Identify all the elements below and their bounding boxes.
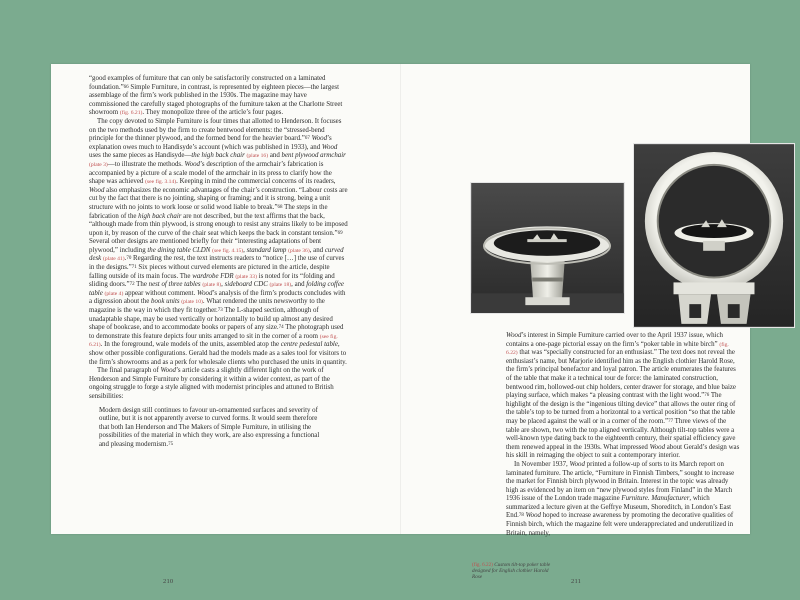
italic-run: Wood — [321, 143, 338, 151]
poker-table-vertical-image — [634, 144, 794, 327]
footnote-marker: 68 — [277, 204, 283, 210]
italic-run: wardrobe FDR — [192, 272, 234, 280]
cross-reference: (fig. 6.22) — [506, 341, 729, 357]
italic-run: Wood — [89, 186, 105, 194]
footnote-marker: 67 — [304, 136, 310, 142]
book-spread — [51, 64, 750, 585]
footnote-marker: 73 — [217, 308, 223, 314]
italic-run: Furniture. Manufacturer — [621, 495, 690, 503]
left-page-text — [89, 75, 348, 450]
italic-run: curved desk — [89, 246, 344, 263]
italic-run: standard lamp — [246, 246, 287, 254]
italic-run: bent plywood armchair — [281, 152, 346, 160]
cross-reference: (plate 4) — [104, 290, 124, 297]
footnote-marker: 66 — [123, 84, 129, 90]
right-paragraph-2: In November 1937, Wood printed a follow-up of sorts to its March report on laminated furniture. The article, “Furniture in Finnish Timbers,” sought to increase the market for Finnish birch plywood in Britain. Interest in the topic was already high as evidenced by an item on “new plywood styles from Finland” in the March 1936 issue of the London trade magazine Furniture. Manufacturer, which summarized a lecture given at the Geffrye Museum, Shoreditch, in London’s East End.$^{78}$ Wood hoped to increase awareness by promoting the decorative qualities of Finnish birch, which the magazine felt were underappreciated and underutilized in Britain, namely, — [506, 460, 735, 537]
italic-run: Wood — [196, 289, 213, 297]
italic-run: book units — [151, 298, 180, 306]
footnote-marker: 75 — [168, 441, 174, 447]
italic-run: Wood — [184, 160, 200, 168]
italic-run: folding coffee table — [89, 281, 344, 297]
italic-run: Wood — [649, 443, 666, 451]
cross-reference: (see fig. 6.21) — [89, 333, 338, 349]
cross-reference: (plate 41) — [102, 256, 125, 263]
left-paragraph-3: The final paragraph of Wood’s article casts a slightly different light on the work of Henderson and Simple Furniture by considering it within a wider context, as part of the ongoing struggle to forge a style aligned with modernist principles and attuned to British sensibilities: — [89, 367, 334, 400]
footnote-marker: 74 — [278, 325, 284, 331]
figure-caption: (fig. 6.22) Custom tilt-top poker table designed for English clothier Harold Rose — [472, 562, 551, 581]
footnote-marker: 70 — [126, 256, 132, 262]
left-paragraph-1: “good examples of furniture that can only be satisfactorily constructed on a laminated foundation.”$^{66}$ Simple Furniture, in contrast, is represented by eighteen pieces—the largest assemblage of the firm’s work published in the 1930s. The magazine may have commissioned the carefully staged photographs of the furniture taken at the Charlotte Street showroom (fig. 6.21). They monopolize three of the article’s four pages. — [89, 75, 343, 117]
cross-reference: (see fig. 4.15) — [212, 247, 244, 254]
cross-reference: (plate 16) — [246, 153, 269, 160]
left-paragraph-2: The copy devoted to Simple Furniture is four times that allotted to Henderson. It focuses on the two methods used by the firm to create bentwood elements: the “stressed-bend principle for the thinner plywood, and the formed bend for the heavier board.”$^{67}$ Wood’s explanation owes much to Handisyde’s account (which was published in 1933), and Wood uses the same pieces as Handisyde—the high back chair (plate 16) and bent plywood armchair (plate 3)—to illustrate the methods. Wood’s description of the armchair’s fabrication is accompanied by a picture of a scale model of the armchair in its press to clarify how the shape was achieved (see fig. 3.14). Keeping in mind the commercial concerns of its readers, Wood also emphasizes the economic advantages of the chair’s construction. “Labour costs are cut by the fact that there is no jointing, shaping or framing; and it is strong, being a unit structure with no joints to work loose or solid wood liable to break.”$^{68}$ The steps in the fabrication of the high back chair are not described, but the text affirms that the back, “although made from thin plywood, is strong enough to resist any strains likely to be imposed upon it, by reason of the curve of the chair seat which keeps the back in constant tension.”$^{69}$ Several other designs are mentioned briefly for their “interesting adaptations of bent plywood,” including the dining table CLDN (see fig. 4.15), standard lamp (plate 36), and curved desk (plate 41).$^{70}$ Regarding the rest, the text instructs readers to “notice […] the use of curves in the designs.”$^{71}$ Six pieces without curved elements are pictured in the article, despite falling outside of its main focus. The wardrobe FDR (plate 33) is noted for its “folding and sliding doors.”$^{72}$ The nest of three tables (plate 8), sideboard CDC (plate 18), and folding coffee table (plate 4) appear without comment. Wood’s analysis of the firm’s products concludes with a digression about the book units (plate 10). What rendered the units newsworthy to the magazine is the way in which they fit together.$^{73}$ The L-shaped section, although of unadaptable shape, may be used vertically or horizontally to build up almost any desired shape of bookcase, and to accommodate books or papers of any size.$^{74}$ The photograph used to demonstrate this feature depicts four units arranged to sit in the corner of a room (see fig. 6.21). In the foreground, wale models of the units, assembled atop the centre pedestal table, show other possible configurations. Gerald had the models made as a sales tool for visitors to the firm’s showrooms and as a perk for wholesale clients who purchased the units in quantity. — [89, 117, 348, 366]
italic-run: high back chair — [138, 212, 182, 220]
italic-run: Wood — [506, 332, 522, 339]
photo-poker-table-horizontal — [470, 182, 625, 314]
right-page-number: 211 — [571, 578, 582, 585]
left-page-number: 210 — [163, 578, 174, 585]
footnote-marker: 69 — [337, 230, 343, 236]
cross-reference: (plate 33) — [235, 273, 257, 280]
footnote-marker: 76 — [704, 393, 710, 399]
cross-reference: (plate 36) — [288, 247, 310, 254]
footnote-marker: 78 — [518, 513, 524, 519]
italic-run: Wood — [160, 367, 176, 375]
right-page-text — [506, 332, 740, 538]
cross-reference: (fig. 6.21) — [119, 110, 143, 117]
cross-reference: (fig. 6.22) — [472, 562, 493, 568]
italic-run: nest of three tables — [148, 281, 201, 289]
italic-run: the dining table CLDN — [147, 246, 211, 254]
photo-poker-table-vertical — [633, 143, 795, 328]
cross-reference: (plate 18) — [269, 282, 292, 289]
italic-run: Wood — [569, 460, 585, 468]
block-quote: Modern design still continues to favour un-ornamented surfaces and severity of outline, but it is not apparently averse to curved forms. It would seem therefore that both Ian Henderson and The Makers of Simple Furniture, in utilising the possibilities of the material in which they work, are also expressing a functional and pleasing modernism.$^{75}$ — [99, 406, 320, 448]
right-paragraph-1: Wood’s interest in Simple Furniture carried over to the April 1937 issue, which contains a one-page pictorial essay on the firm’s “poker table in white birch” (fig. 6.22) that was “specially constructed for an enthusiast.” The text does not reveal the enthusiast’s name, but Marjorie identified him as the English clothier Harold Rose, the firm’s principal benefactor and loyal patron. The article enumerates the features of the table that make it a technical tour de force: the laminated construction, bentwood rim, hollowed-out chip holders, center drawer for storage, and blue baize playing surface, which makes “a pleasing contrast with the light wood.”$^{76}$ The highlight of the design is the “ingenious tilting device” that allows the outer ring of the table’s top to be turned from a horizontal to a vertical position “so that the table may be placed against the wall or in a corner of the room.”$^{77}$ Three views of the table are shown, two with the top aligned vertically. Although tilt-top tables were a well-known type dating back to the eighteenth century, their spatial efficiency gave them renewed appeal in the 1930s. What impressed Wood about Gerald’s design was his skill in reimaging the object to suit a contemporary interior. — [506, 332, 740, 460]
cross-reference: (see fig. 3.14) — [145, 179, 177, 186]
cross-reference: (plate 3) — [89, 161, 108, 168]
poker-table-horizontal-image — [471, 183, 624, 313]
italic-run: Wood — [525, 512, 542, 520]
cross-reference: (plate 8) — [202, 282, 222, 289]
italic-run: Wood — [311, 135, 328, 143]
footnote-marker: 71 — [131, 265, 137, 271]
cross-reference: (plate 10) — [181, 299, 203, 306]
italic-run: sideboard CDC — [224, 281, 268, 289]
footnote-marker: 77 — [668, 418, 674, 424]
italic-run: the high back chair — [191, 152, 245, 160]
book-gutter — [400, 64, 401, 534]
italic-run: centre pedestal table — [280, 341, 338, 349]
footnote-marker: 72 — [129, 282, 135, 288]
